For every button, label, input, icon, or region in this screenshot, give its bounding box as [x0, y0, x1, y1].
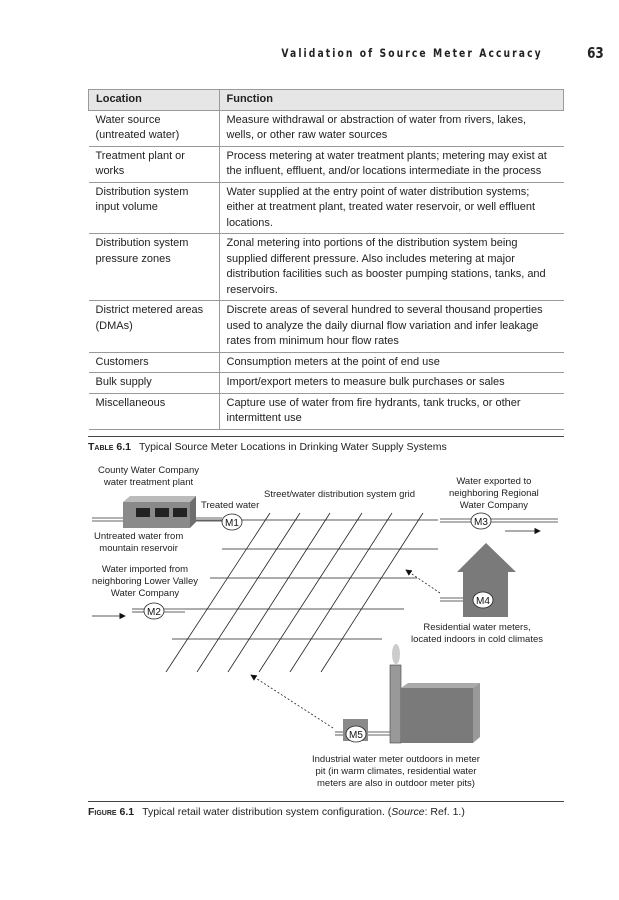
- cell-location: Miscellaneous: [89, 393, 220, 429]
- cell-function: Water supplied at the entry point of water distribution systems; either at treatment plant, treated water reservoir, or well effluent locations.: [219, 182, 564, 234]
- page-number: 63: [587, 44, 604, 62]
- industrial-arrow: [251, 675, 333, 728]
- meter-m2: M2: [147, 607, 161, 618]
- cell-function: Zonal metering into portions of the distribution system being supplied different pressure. Also includes metering at major distribution facilities such as booster pumping stations, tanks, and reservoirs.: [219, 234, 564, 301]
- running-title: Validation of Source Meter Accuracy: [281, 46, 543, 60]
- label-imported: Water imported from neighboring Lower Valley Water Company: [92, 564, 198, 599]
- residential-arrow: [406, 570, 440, 593]
- cell-function: Measure withdrawal or abstraction of water from rivers, lakes, wells, or other raw water sources: [219, 110, 564, 146]
- cell-function: Discrete areas of several hundred to several thousand properties used to analyze the daily diurnal flow variation and infer leakage rates from minimum hour flow rates: [219, 301, 564, 353]
- label-treated: Treated water: [201, 500, 260, 511]
- cell-function: Process metering at water treatment plants; metering may exist at the influent, effluent, and/or locations intermediate in the process: [219, 146, 564, 182]
- cell-function: Import/export meters to measure bulk purchases or sales: [219, 373, 564, 394]
- cell-location: Bulk supply: [89, 373, 220, 394]
- meter-m4: M4: [476, 596, 490, 607]
- meter-m3: M3: [474, 517, 488, 528]
- label-exported: Water exported to neighboring Regional Water Company: [449, 476, 539, 511]
- treatment-plant: [123, 496, 196, 528]
- col-location: Location: [89, 90, 220, 111]
- figure-caption-ref: : Ref. 1.): [424, 806, 465, 818]
- cell-function: Consumption meters at the point of end use: [219, 352, 564, 373]
- cell-location: Customers: [89, 352, 220, 373]
- cell-location: Treatment plant or works: [89, 146, 220, 182]
- label-residential: Residential water meters, located indoors in cold climates: [411, 622, 544, 645]
- cell-location: District metered areas (DMAs): [89, 301, 220, 353]
- label-industrial: Industrial water meter outdoors in meter pit (in warm climates, residential water meters are also in outdoor meter pits): [312, 754, 480, 789]
- table-caption-label: Table 6.1: [88, 441, 131, 453]
- label-plant: County Water Company water treatment plant: [98, 465, 200, 488]
- cell-location: Distribution system pressure zones: [89, 234, 220, 301]
- col-function: Function: [219, 90, 564, 111]
- label-grid: Street/water distribution system grid: [264, 489, 416, 500]
- meter-m1: M1: [225, 518, 239, 529]
- cell-location: Water source (untreated water): [89, 110, 220, 146]
- figure-caption: [88, 801, 564, 818]
- cell-function: Capture use of water from fire hydrants, tank trucks, or other intermittent use: [219, 393, 564, 429]
- figure-caption-source: Source: [391, 806, 425, 818]
- cell-location: Distribution system input volume: [89, 182, 220, 234]
- factory: [343, 644, 480, 743]
- figure-caption-text: Typical retail water distribution system configuration. (: [142, 806, 392, 818]
- label-untreated: Untreated water from mountain reservoir: [94, 531, 184, 554]
- meter-m5: M5: [349, 730, 363, 741]
- figure-caption-label: Figure 6.1: [88, 806, 135, 818]
- table-caption-text: Typical Source Meter Locations in Drinking Water Supply Systems: [138, 441, 447, 453]
